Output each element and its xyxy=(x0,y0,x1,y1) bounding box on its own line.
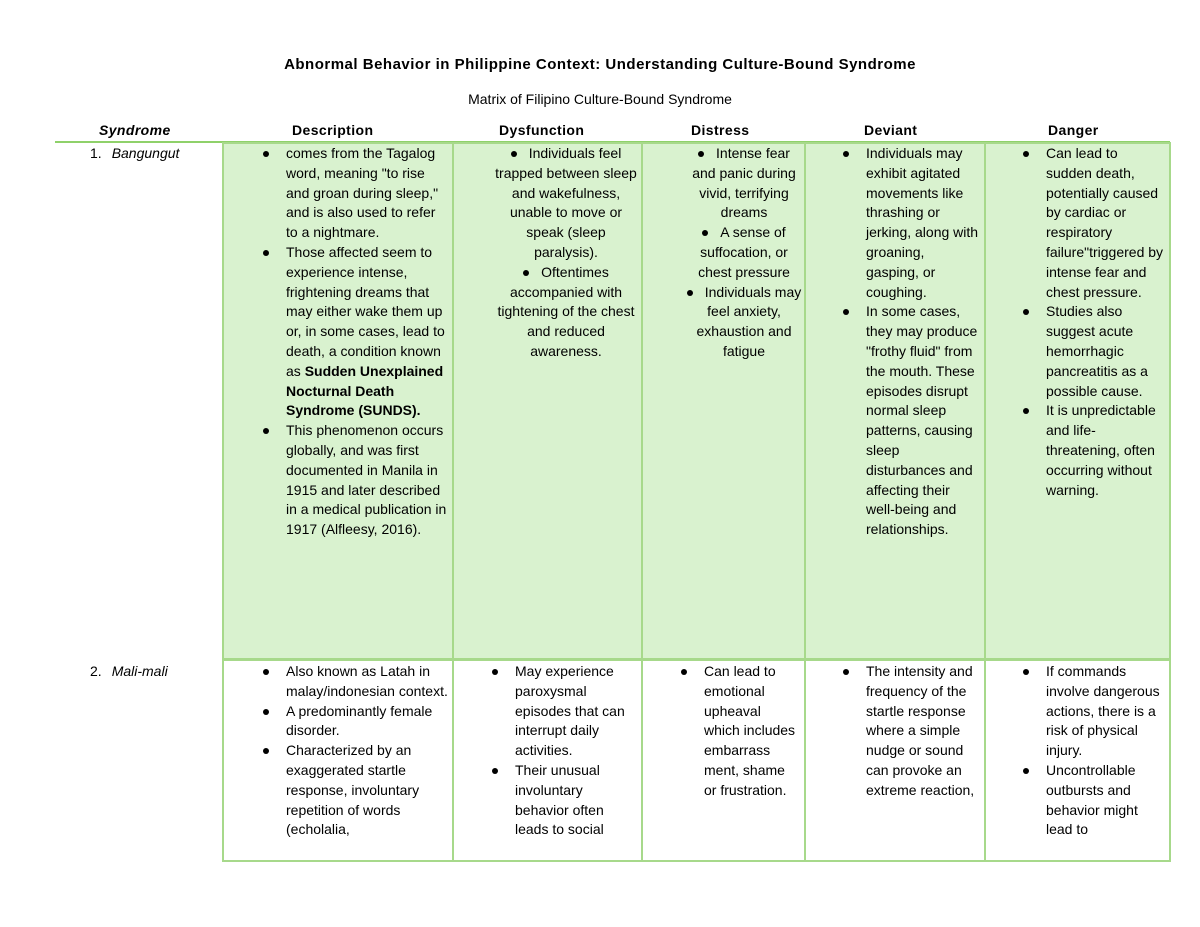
list-item: Can lead to sudden death, potentially caused by cardiac or respiratory failure"triggered by intense fear and chest pressure. xyxy=(1019,144,1167,302)
cell-danger-mali-mali xyxy=(1019,662,1167,860)
cell-danger-bangungut xyxy=(1019,144,1167,500)
cell-dysfunction-mali-mali xyxy=(488,662,634,860)
column-divider xyxy=(804,142,806,660)
syndrome-name-mali-mali xyxy=(90,663,168,679)
list-item: Individuals may exhibit agitated movements like thrashing or jerking, along with groaning, gasping, or coughing. xyxy=(839,144,981,302)
cell-description-mali-mali xyxy=(259,662,449,860)
list-item: Uncontrollable outbursts and behavior might lead to xyxy=(1019,761,1167,840)
list-item: A predominantly female disorder. xyxy=(259,702,449,742)
list-item: It is unpredictable and life-threatening, often occurring without warning. xyxy=(1019,401,1167,500)
column-divider xyxy=(984,659,986,862)
header-dysfunction: Dysfunction xyxy=(499,122,585,138)
list-item xyxy=(686,283,802,362)
cell-deviant-mali-mali xyxy=(839,662,981,860)
list-item: In some cases, they may produce "frothy fluid" from the mouth. These episodes disrupt normal sleep patterns, causing sleep disturbances and affecting their well-being and relationships. xyxy=(839,302,981,540)
bullet-icon xyxy=(523,270,529,276)
list-item-text: Oftentimes accompanied with tightening of the chest and reduced awareness. xyxy=(497,263,635,359)
header-distress: Distress xyxy=(691,122,750,138)
cell-distress-bangungut xyxy=(686,144,802,362)
list-item: If commands involve dangerous actions, there is a risk of physical injury. xyxy=(1019,662,1167,761)
bullet-icon xyxy=(698,151,704,157)
row-number: 2. xyxy=(90,663,102,679)
list-item-text: Individuals feel trapped between sleep and wakefulness, unable to move or speak (sleep paralysis). xyxy=(495,145,637,260)
list-item: Characterized by an exaggerated startle response, involuntary repetition of words (echolalia, xyxy=(259,741,449,840)
list-item: This phenomenon occurs globally, and was first documented in Manila in 1915 and later described in a medical publication in 1917 (Alfleesy, 2016). xyxy=(259,421,449,540)
list-item-text: Intense fear and panic during vivid, terrifying dreams xyxy=(692,145,796,221)
list-item: The intensity and frequency of the startle response where a simple nudge or sound can provoke an extreme reaction, xyxy=(839,662,981,801)
row-number: 1. xyxy=(90,145,102,161)
column-divider xyxy=(452,142,454,660)
column-divider xyxy=(641,142,643,660)
list-item xyxy=(259,243,449,421)
list-item xyxy=(493,263,639,362)
header-description: Description xyxy=(292,122,374,138)
list-item: Can lead to emotional upheaval which includes embarrass ment, shame or frustration. xyxy=(677,662,799,801)
cell-description-bangungut xyxy=(259,144,449,540)
description-text: Those affected seem to experience intense, frightening dreams that may either wake them up or, in some cases, lead to death, a condition known as xyxy=(286,243,445,379)
table-header-row xyxy=(0,122,1200,142)
cell-distress-mali-mali xyxy=(677,662,799,860)
document-title: Abnormal Behavior in Philippine Context: Understanding Culture-Bound Syndrome xyxy=(284,56,916,73)
list-item xyxy=(686,223,802,282)
list-item: comes from the Tagalog word, meaning "to rise and groan during sleep," and is also used to refer to a nightmare. xyxy=(259,144,449,243)
bullet-icon xyxy=(702,230,708,236)
list-item: May experience paroxysmal episodes that can interrupt daily activities. xyxy=(488,662,634,761)
list-item: Their unusual involuntary behavior often leads to social xyxy=(488,761,634,840)
bullet-icon xyxy=(687,290,693,296)
document-subtitle: Matrix of Filipino Culture-Bound Syndrome xyxy=(468,91,732,107)
list-item: Also known as Latah in malay/indonesian context. xyxy=(259,662,449,702)
column-divider xyxy=(804,659,806,862)
syndrome-label: Bangungut xyxy=(111,145,180,161)
header-danger: Danger xyxy=(1048,122,1099,138)
cell-deviant-bangungut xyxy=(839,144,981,540)
cell-dysfunction-bangungut xyxy=(493,144,639,362)
sunds-term: Sudden Unexplained Nocturnal Death Syndrome (SUNDS). xyxy=(286,362,444,419)
list-item xyxy=(686,144,802,223)
syndrome-label: Mali-mali xyxy=(111,663,168,679)
list-item xyxy=(493,144,639,263)
column-divider xyxy=(984,142,986,660)
list-item: Studies also suggest acute hemorrhagic pancreatitis as a possible cause. xyxy=(1019,302,1167,401)
column-divider xyxy=(641,659,643,862)
bullet-icon xyxy=(511,151,517,157)
header-deviant: Deviant xyxy=(864,122,918,138)
list-item-text: Individuals may feel anxiety, exhaustion and fatigue xyxy=(696,283,802,359)
syndrome-name-bangungut xyxy=(90,145,179,161)
header-syndrome: Syndrome xyxy=(99,122,171,138)
list-item-text: A sense of suffocation, or chest pressure xyxy=(698,224,790,280)
column-divider xyxy=(452,659,454,862)
